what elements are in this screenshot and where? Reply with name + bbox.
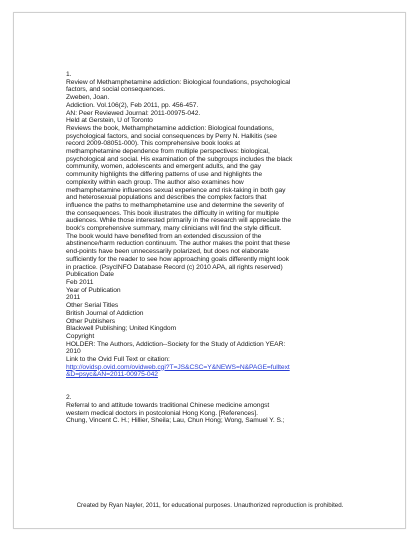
record-number: 2. (66, 394, 72, 402)
record-text-line: Review of Methamphetamine addiction: Biological foundations, psychological (66, 78, 291, 86)
record-text-line: Held at Gerstein, U of Toronto (66, 117, 153, 125)
record-text-line: the consequences. This book illustrates the difficulty in writing for multiple (66, 209, 279, 217)
record-text-line: Blackwell Publishing; United Kingdom (66, 325, 177, 333)
record-text-line: factors, and social consequences. (66, 86, 166, 94)
record-text-line: western medical doctors in postcolonial Hong Kong. [References]. (66, 409, 258, 417)
record-text-line: Zweben, Joan. (66, 94, 110, 102)
record-text-line: record 2009-08051-000). This comprehensive book looks at (66, 140, 241, 148)
record-text-line: in practice. (PsycINFO Database Record (c) 2010 APA, all rights reserved) (66, 263, 283, 271)
record-text-line: end-points have been unnecessarily polarized, but does not elaborate (66, 248, 269, 256)
record-text-line: community, women, adolescents and emergent adults, and the gay (66, 163, 261, 171)
record-text-line: Link to the Ovid Full Text or citation: (66, 356, 170, 364)
record-text-line: 2011 (66, 294, 81, 302)
record-text-line: Feb 2011 (66, 278, 94, 286)
record-text-line: HOLDER: The Authors, Addiction--Society for the Study of Addiction YEAR: (66, 340, 286, 348)
record-text-line: complexity within each group. The author also examines how (66, 178, 244, 186)
citation-record-1 (66, 71, 366, 379)
record-text-line: sufficiently for the reader to see how approaching goals differently might look (66, 255, 289, 263)
record-text-line: Other Serial Titles (66, 302, 119, 310)
record-text-line: and heterosexual populations and describes the complex factors that (66, 194, 267, 202)
record-text-line: psychological factors, and social consequences by Perry N. Halkitis (see (66, 132, 277, 140)
record-text-line: 2010 (66, 348, 81, 356)
record-text-line: abstinence/harm reduction continuum. The author makes the point that these (66, 240, 291, 248)
record-text-line: Reviews the book, Methamphetamine addiction: Biological foundations, (66, 124, 274, 132)
record-text-line: Other Publishers (66, 317, 116, 325)
record-text-line: Year of Publication (66, 286, 121, 294)
ovid-link-line[interactable]: http://ovidsp.ovid.com/ovidweb.cgi?T=JS&CSC=Y&NEWS=N&PAGE=fulltext (66, 363, 290, 371)
record-text-line: methamphetamine dependence from multiple perspectives: biological, (66, 148, 270, 156)
record-text-line: Referral to and attitude towards traditional Chinese medicine amongst (66, 401, 270, 409)
record-text-line: influence the paths to methamphetamine use and determine the severity of (66, 201, 284, 209)
record-text-line: British Journal of Addiction (66, 309, 144, 317)
record-text-line: Copyright (66, 332, 95, 340)
record-text-line: The book would have benefited from an extended discussion of the (66, 232, 262, 240)
record-text-line: Addiction. Vol.106(2), Feb 2011, pp. 456-457. (66, 101, 199, 109)
record-text-line: AN: Peer Reviewed Journal: 2011-00975-042. (66, 109, 201, 117)
record-text-line: community highlights the differing patterns of use and highlights the (66, 171, 263, 179)
record-text-line: audiences. While those interested primarily in the research will appreciate the (66, 217, 292, 225)
record-text-line: Chung, Vincent C. H.; Hillier, Sheila; Lau, Chun Hong; Wong, Samuel Y. S.; (66, 417, 285, 425)
record-text-line: book's comprehensive summary, many clinicians will find the style difficult. (66, 225, 282, 233)
copyright-footer: Created by Ryan Nayler, 2011, for educational purposes. Unauthorized reproduction is prohibited. (76, 502, 344, 509)
ovid-link-line[interactable]: &D=psyc&AN=2011-00975-042 (66, 371, 158, 379)
record-text-line: psychological and social. His examination of the subgroups includes the black (66, 155, 293, 163)
record-text-line: methamphetamine influences sexual experience and risk-taking in both gay (66, 186, 286, 194)
citation-list (66, 71, 366, 425)
record-number: 1. (66, 71, 72, 78)
citation-record-2 (66, 394, 366, 425)
record-text-line: Publication Date (66, 271, 114, 279)
